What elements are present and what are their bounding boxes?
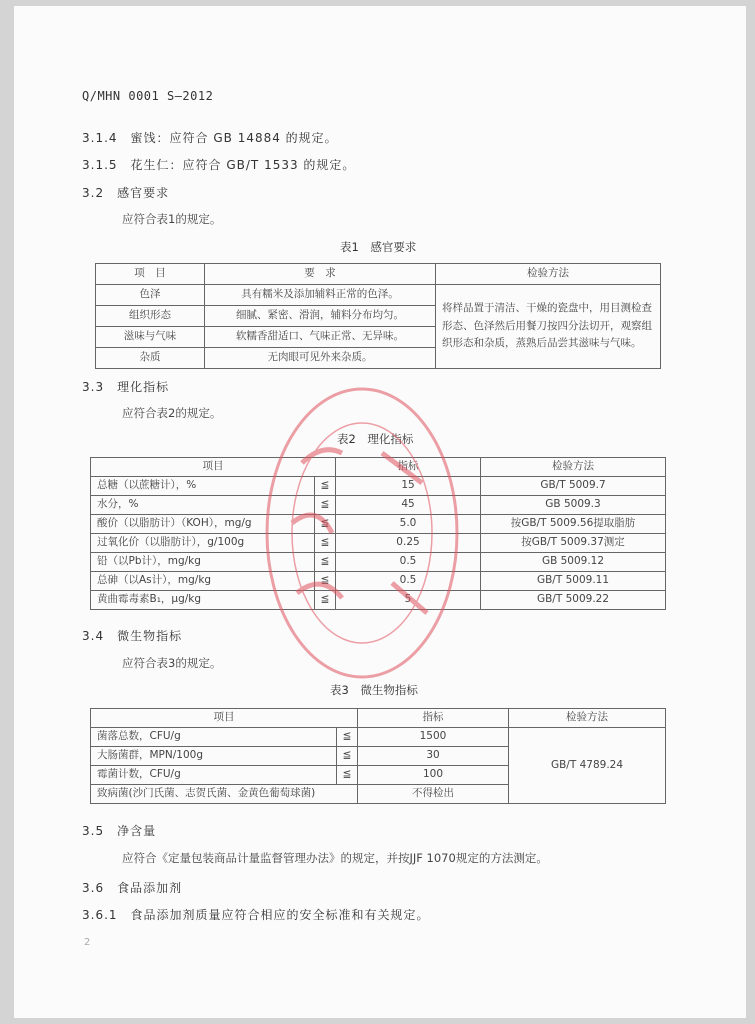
table-header: 检验方法	[481, 458, 666, 477]
table-header: 项 目	[96, 264, 205, 285]
table-cell: 100	[358, 766, 509, 785]
company-seal-stamp	[262, 383, 462, 683]
table2-caption: 表2 理化指标	[337, 432, 414, 446]
table1-sensory	[95, 263, 661, 369]
table3-method-cell: GB/T 4789.24	[509, 728, 666, 804]
table-header: 项目	[91, 709, 358, 728]
table-cell: 总砷（以As计），mg/kg	[91, 572, 315, 591]
table-cell: 酸价（以脂肪计）（KOH），mg/g	[91, 515, 315, 534]
table-cell: 滋味与气味	[96, 327, 205, 348]
section-3-3-text: 应符合表2的规定。	[122, 406, 222, 420]
table-cell: 0.5	[336, 572, 481, 591]
table-cell: 无肉眼可见外来杂质。	[205, 348, 436, 369]
table-cell: 0.25	[336, 534, 481, 553]
table-cell: 1500	[358, 728, 509, 747]
table-cell: 细腻、紧密、滑润，辅料分布均匀。	[205, 306, 436, 327]
table-header: 检验方法	[509, 709, 666, 728]
table-cell: 30	[358, 747, 509, 766]
table-header: 指标	[358, 709, 509, 728]
table-header: 要 求	[205, 264, 436, 285]
table-cell: 色泽	[96, 285, 205, 306]
table-cell: 菌落总数，CFU/g	[91, 728, 337, 747]
table-cell: 总糖（以蔗糖计），%	[91, 477, 315, 496]
section-3-2-text: 应符合表1的规定。	[122, 212, 222, 226]
table-cell: GB/T 5009.11	[481, 572, 666, 591]
table1-caption: 表1 感官要求	[340, 240, 417, 254]
section-3-4-text: 应符合表3的规定。	[122, 656, 222, 670]
section-3-5-heading: 3.5 净含量	[82, 824, 157, 838]
table-header: 检验方法	[436, 264, 661, 285]
standard-code: Q/MHN 0001 S—2012	[82, 89, 214, 103]
table3-caption: 表3 微生物指标	[330, 683, 418, 697]
table-cell: 致病菌(沙门氏菌、志贺氏菌、金黄色葡萄球菌)	[91, 785, 358, 804]
table-cell: ≦	[337, 766, 358, 785]
table-cell: ≦	[337, 728, 358, 747]
table-cell: 水分，%	[91, 496, 315, 515]
table-header: 项目	[91, 458, 336, 477]
table-header-row	[96, 264, 661, 285]
table-cell: 铅（以Pb计），mg/kg	[91, 553, 315, 572]
clause-3-6-1: 3.6.1 食品添加剂质量应符合相应的安全标准和有关规定。	[82, 908, 430, 922]
table-row	[96, 285, 661, 306]
page-number: 2	[84, 937, 91, 948]
table1-method-cell: 将样品置于清洁、干燥的瓷盘中，用目测检查形态、色泽然后用餐刀按四分法切开，观察组织形态和杂质，蒸熟后品尝其滋味与气味。	[436, 285, 661, 369]
section-3-4-heading: 3.4 微生物指标	[82, 629, 183, 643]
table-row	[91, 728, 666, 747]
table-cell: 具有糯米及添加辅料正常的色泽。	[205, 285, 436, 306]
table-cell: ≦	[337, 747, 358, 766]
clause-3-1-5: 3.1.5 花生仁：应符合 GB/T 1533 的规定。	[82, 158, 356, 172]
table-cell: 5	[336, 591, 481, 610]
table-header: 指标	[336, 458, 481, 477]
table-cell: 5.0	[336, 515, 481, 534]
table-cell: 45	[336, 496, 481, 515]
table-cell: 软糯香甜适口、气味正常、无异味。	[205, 327, 436, 348]
table-cell: ≦	[315, 591, 336, 610]
table-header-row	[91, 709, 666, 728]
table-cell: ≦	[315, 553, 336, 572]
table-cell: 按GB/T 5009.56提取脂肪	[481, 515, 666, 534]
section-3-3-heading: 3.3 理化指标	[82, 380, 170, 394]
table-cell: GB/T 5009.22	[481, 591, 666, 610]
section-3-5-text: 应符合《定量包装商品计量监督管理办法》的规定，并按JJF 1070规定的方法测定。	[122, 851, 548, 865]
table-cell: 黄曲霉毒素B₁，μg/kg	[91, 591, 315, 610]
table-cell: 按GB/T 5009.37测定	[481, 534, 666, 553]
table-cell: ≦	[315, 496, 336, 515]
clause-3-1-4: 3.1.4 蜜饯：应符合 GB 14884 的规定。	[82, 131, 338, 145]
table-cell: ≦	[315, 534, 336, 553]
table-cell: GB 5009.12	[481, 553, 666, 572]
table-cell: 大肠菌群，MPN/100g	[91, 747, 337, 766]
table-cell: 不得检出	[358, 785, 509, 804]
table-cell: GB/T 5009.7	[481, 477, 666, 496]
section-3-2-heading: 3.2 感官要求	[82, 186, 170, 200]
table-cell: 0.5	[336, 553, 481, 572]
table-cell: ≦	[315, 477, 336, 496]
table-cell: ≦	[315, 572, 336, 591]
table-cell: GB 5009.3	[481, 496, 666, 515]
table-cell: ≦	[315, 515, 336, 534]
table-cell: 过氧化价（以脂肪计），g/100g	[91, 534, 315, 553]
table-cell: 杂质	[96, 348, 205, 369]
table3-microbiological	[90, 708, 666, 804]
section-3-6-heading: 3.6 食品添加剂	[82, 881, 183, 895]
table-cell: 15	[336, 477, 481, 496]
table-cell: 霉菌计数，CFU/g	[91, 766, 337, 785]
table-cell: 组织形态	[96, 306, 205, 327]
